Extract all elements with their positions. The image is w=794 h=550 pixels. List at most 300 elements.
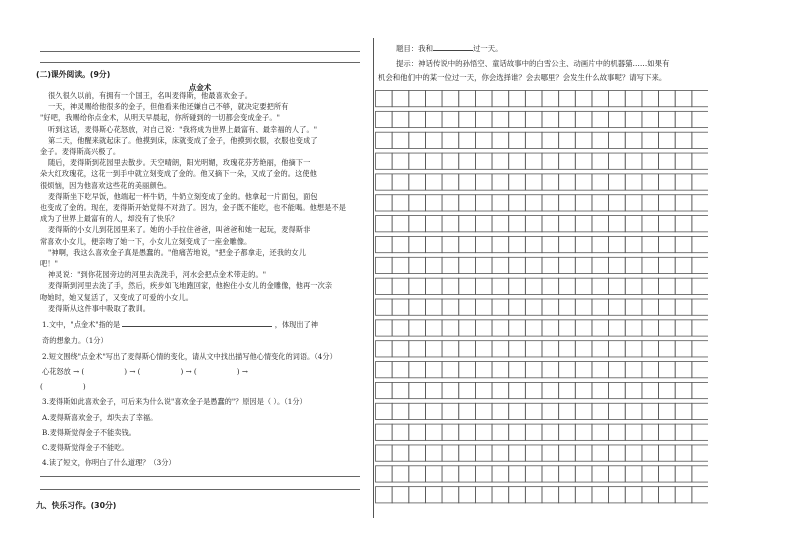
grid-cell[interactable]	[475, 403, 492, 419]
grid-cell[interactable]	[442, 236, 459, 252]
grid-cell[interactable]	[376, 257, 393, 273]
grid-cell[interactable]	[409, 445, 426, 461]
grid-cell[interactable]	[692, 424, 708, 440]
grid-cell[interactable]	[492, 91, 509, 107]
grid-cell[interactable]	[492, 466, 509, 482]
grid-cell[interactable]	[425, 341, 442, 357]
grid-cell[interactable]	[442, 153, 459, 169]
q1-blank[interactable]	[122, 326, 272, 327]
grid-cell[interactable]	[459, 257, 476, 273]
grid-cell[interactable]	[392, 236, 409, 252]
grid-cell[interactable]	[409, 362, 426, 378]
grid-cell[interactable]	[442, 174, 459, 190]
grid-cell[interactable]	[609, 424, 626, 440]
grid-cell[interactable]	[392, 487, 409, 503]
grid-cell[interactable]	[409, 195, 426, 211]
grid-cell[interactable]	[592, 382, 609, 398]
grid-cell[interactable]	[525, 153, 542, 169]
grid-cell[interactable]	[659, 445, 676, 461]
grid-cell[interactable]	[475, 382, 492, 398]
grid-cell[interactable]	[442, 195, 459, 211]
grid-cell[interactable]	[459, 424, 476, 440]
grid-cell[interactable]	[525, 403, 542, 419]
grid-cell[interactable]	[492, 341, 509, 357]
grid-cell[interactable]	[542, 216, 559, 232]
grid-cell[interactable]	[475, 320, 492, 336]
grid-cell[interactable]	[692, 132, 708, 148]
grid-cell[interactable]	[475, 111, 492, 127]
grid-cell[interactable]	[525, 362, 542, 378]
grid-cell[interactable]	[425, 91, 442, 107]
grid-cell[interactable]	[459, 132, 476, 148]
grid-cell[interactable]	[692, 216, 708, 232]
grid-cell[interactable]	[642, 195, 659, 211]
grid-cell[interactable]	[425, 236, 442, 252]
grid-cell[interactable]	[425, 320, 442, 336]
grid-cell[interactable]	[542, 445, 559, 461]
grid-cell[interactable]	[442, 445, 459, 461]
grid-cell[interactable]	[675, 341, 692, 357]
grid-cell[interactable]	[592, 466, 609, 482]
grid-cell[interactable]	[659, 424, 676, 440]
grid-cell[interactable]	[509, 362, 526, 378]
grid-cell[interactable]	[575, 362, 592, 378]
grid-cell[interactable]	[542, 236, 559, 252]
grid-cell[interactable]	[559, 403, 576, 419]
grid-cell[interactable]	[509, 236, 526, 252]
grid-cell[interactable]	[692, 299, 708, 315]
grid-cell[interactable]	[392, 403, 409, 419]
grid-cell[interactable]	[692, 174, 708, 190]
grid-cell[interactable]	[475, 278, 492, 294]
grid-cell[interactable]	[492, 362, 509, 378]
grid-cell[interactable]	[559, 174, 576, 190]
grid-cell[interactable]	[509, 174, 526, 190]
grid-cell[interactable]	[376, 299, 393, 315]
grid-cell[interactable]	[376, 91, 393, 107]
grid-cell[interactable]	[525, 466, 542, 482]
grid-cell[interactable]	[659, 403, 676, 419]
answer-line[interactable]	[40, 489, 360, 490]
grid-cell[interactable]	[675, 132, 692, 148]
grid-cell[interactable]	[425, 132, 442, 148]
grid-cell[interactable]	[592, 216, 609, 232]
grid-cell[interactable]	[392, 174, 409, 190]
grid-cell[interactable]	[559, 132, 576, 148]
grid-cell[interactable]	[542, 424, 559, 440]
grid-cell[interactable]	[392, 132, 409, 148]
grid-cell[interactable]	[592, 111, 609, 127]
grid-cell[interactable]	[692, 91, 708, 107]
grid-cell[interactable]	[475, 236, 492, 252]
grid-cell[interactable]	[542, 132, 559, 148]
grid-cell[interactable]	[592, 257, 609, 273]
grid-cell[interactable]	[492, 174, 509, 190]
grid-cell[interactable]	[492, 487, 509, 503]
grid-cell[interactable]	[442, 111, 459, 127]
grid-cell[interactable]	[692, 195, 708, 211]
grid-cell[interactable]	[675, 299, 692, 315]
grid-cell[interactable]	[459, 278, 476, 294]
grid-cell[interactable]	[559, 257, 576, 273]
grid-cell[interactable]	[575, 91, 592, 107]
grid-cell[interactable]	[642, 362, 659, 378]
grid-cell[interactable]	[592, 341, 609, 357]
grid-cell[interactable]	[575, 195, 592, 211]
grid-cell[interactable]	[425, 153, 442, 169]
grid-cell[interactable]	[475, 341, 492, 357]
grid-cell[interactable]	[609, 299, 626, 315]
grid-cell[interactable]	[625, 466, 642, 482]
grid-cell[interactable]	[692, 362, 708, 378]
grid-cell[interactable]	[675, 91, 692, 107]
grid-cell[interactable]	[525, 320, 542, 336]
grid-cell[interactable]	[659, 195, 676, 211]
grid-cell[interactable]	[442, 216, 459, 232]
grid-cell[interactable]	[409, 278, 426, 294]
grid-cell[interactable]	[542, 257, 559, 273]
grid-cell[interactable]	[625, 216, 642, 232]
grid-cell[interactable]	[409, 111, 426, 127]
grid-cell[interactable]	[642, 487, 659, 503]
grid-cell[interactable]	[492, 236, 509, 252]
grid-cell[interactable]	[475, 362, 492, 378]
grid-cell[interactable]	[642, 174, 659, 190]
grid-cell[interactable]	[609, 445, 626, 461]
grid-cell[interactable]	[575, 174, 592, 190]
grid-cell[interactable]	[625, 403, 642, 419]
grid-cell[interactable]	[659, 320, 676, 336]
grid-cell[interactable]	[459, 174, 476, 190]
grid-cell[interactable]	[609, 153, 626, 169]
grid-cell[interactable]	[659, 153, 676, 169]
grid-cell[interactable]	[659, 299, 676, 315]
grid-cell[interactable]	[609, 341, 626, 357]
grid-cell[interactable]	[542, 320, 559, 336]
grid-cell[interactable]	[692, 341, 708, 357]
grid-cell[interactable]	[609, 257, 626, 273]
grid-cell[interactable]	[425, 257, 442, 273]
grid-cell[interactable]	[542, 299, 559, 315]
grid-cell[interactable]	[559, 424, 576, 440]
grid-cell[interactable]	[392, 91, 409, 107]
grid-cell[interactable]	[625, 195, 642, 211]
grid-cell[interactable]	[525, 487, 542, 503]
grid-cell[interactable]	[609, 132, 626, 148]
grid-cell[interactable]	[659, 91, 676, 107]
grid-cell[interactable]	[625, 132, 642, 148]
grid-cell[interactable]	[492, 278, 509, 294]
grid-cell[interactable]	[659, 111, 676, 127]
grid-cell[interactable]	[392, 278, 409, 294]
grid-cell[interactable]	[376, 278, 393, 294]
grid-cell[interactable]	[442, 424, 459, 440]
grid-cell[interactable]	[442, 466, 459, 482]
grid-cell[interactable]	[642, 424, 659, 440]
grid-cell[interactable]	[575, 278, 592, 294]
grid-cell[interactable]	[559, 382, 576, 398]
grid-cell[interactable]	[425, 174, 442, 190]
grid-cell[interactable]	[376, 341, 393, 357]
grid-cell[interactable]	[525, 216, 542, 232]
grid-cell[interactable]	[592, 320, 609, 336]
grid-cell[interactable]	[392, 195, 409, 211]
grid-cell[interactable]	[675, 320, 692, 336]
grid-cell[interactable]	[692, 236, 708, 252]
grid-cell[interactable]	[459, 320, 476, 336]
grid-cell[interactable]	[642, 382, 659, 398]
grid-cell[interactable]	[475, 466, 492, 482]
grid-cell[interactable]	[642, 466, 659, 482]
grid-cell[interactable]	[392, 362, 409, 378]
grid-cell[interactable]	[409, 403, 426, 419]
grid-cell[interactable]	[392, 466, 409, 482]
grid-cell[interactable]	[542, 403, 559, 419]
grid-cell[interactable]	[642, 403, 659, 419]
grid-cell[interactable]	[376, 487, 393, 503]
grid-cell[interactable]	[592, 362, 609, 378]
grid-cell[interactable]	[492, 320, 509, 336]
grid-cell[interactable]	[542, 382, 559, 398]
grid-cell[interactable]	[392, 445, 409, 461]
grid-cell[interactable]	[559, 195, 576, 211]
grid-cell[interactable]	[509, 132, 526, 148]
grid-cell[interactable]	[392, 382, 409, 398]
grid-cell[interactable]	[459, 195, 476, 211]
grid-cell[interactable]	[692, 466, 708, 482]
grid-cell[interactable]	[642, 299, 659, 315]
grid-cell[interactable]	[675, 445, 692, 461]
grid-cell[interactable]	[675, 424, 692, 440]
grid-cell[interactable]	[659, 362, 676, 378]
grid-cell[interactable]	[409, 132, 426, 148]
grid-cell[interactable]	[609, 174, 626, 190]
grid-cell[interactable]	[642, 91, 659, 107]
grid-cell[interactable]	[525, 91, 542, 107]
grid-cell[interactable]	[609, 236, 626, 252]
grid-cell[interactable]	[525, 132, 542, 148]
grid-cell[interactable]	[575, 257, 592, 273]
grid-cell[interactable]	[542, 91, 559, 107]
grid-cell[interactable]	[409, 341, 426, 357]
grid-cell[interactable]	[392, 257, 409, 273]
grid-cell[interactable]	[509, 299, 526, 315]
grid-cell[interactable]	[575, 299, 592, 315]
grid-cell[interactable]	[692, 487, 708, 503]
grid-cell[interactable]	[542, 153, 559, 169]
grid-cell[interactable]	[692, 320, 708, 336]
grid-cell[interactable]	[542, 111, 559, 127]
grid-cell[interactable]	[425, 466, 442, 482]
grid-cell[interactable]	[459, 299, 476, 315]
grid-cell[interactable]	[409, 257, 426, 273]
grid-cell[interactable]	[509, 445, 526, 461]
grid-cell[interactable]	[525, 382, 542, 398]
grid-cell[interactable]	[442, 382, 459, 398]
grid-cell[interactable]	[692, 445, 708, 461]
grid-cell[interactable]	[492, 382, 509, 398]
grid-cell[interactable]	[625, 382, 642, 398]
grid-cell[interactable]	[692, 278, 708, 294]
grid-cell[interactable]	[475, 424, 492, 440]
grid-cell[interactable]	[692, 257, 708, 273]
grid-cell[interactable]	[675, 216, 692, 232]
grid-cell[interactable]	[692, 153, 708, 169]
grid-cell[interactable]	[675, 487, 692, 503]
grid-cell[interactable]	[442, 320, 459, 336]
grid-cell[interactable]	[675, 257, 692, 273]
grid-cell[interactable]	[525, 236, 542, 252]
grid-cell[interactable]	[675, 382, 692, 398]
grid-cell[interactable]	[642, 216, 659, 232]
grid-cell[interactable]	[592, 445, 609, 461]
grid-cell[interactable]	[459, 153, 476, 169]
grid-cell[interactable]	[659, 174, 676, 190]
grid-cell[interactable]	[575, 216, 592, 232]
grid-cell[interactable]	[659, 341, 676, 357]
grid-cell[interactable]	[659, 278, 676, 294]
grid-cell[interactable]	[492, 111, 509, 127]
grid-cell[interactable]	[492, 257, 509, 273]
grid-cell[interactable]	[376, 153, 393, 169]
grid-cell[interactable]	[542, 195, 559, 211]
grid-cell[interactable]	[409, 299, 426, 315]
grid-cell[interactable]	[625, 424, 642, 440]
grid-cell[interactable]	[425, 111, 442, 127]
grid-cell[interactable]	[609, 487, 626, 503]
grid-cell[interactable]	[509, 195, 526, 211]
grid-cell[interactable]	[475, 91, 492, 107]
grid-cell[interactable]	[642, 278, 659, 294]
grid-cell[interactable]	[459, 236, 476, 252]
grid-cell[interactable]	[475, 299, 492, 315]
grid-cell[interactable]	[692, 403, 708, 419]
grid-cell[interactable]	[575, 111, 592, 127]
grid-cell[interactable]	[492, 216, 509, 232]
grid-cell[interactable]	[675, 174, 692, 190]
grid-cell[interactable]	[592, 403, 609, 419]
grid-cell[interactable]	[592, 91, 609, 107]
grid-cell[interactable]	[475, 153, 492, 169]
grid-cell[interactable]	[392, 153, 409, 169]
grid-cell[interactable]	[609, 382, 626, 398]
grid-cell[interactable]	[609, 91, 626, 107]
grid-cell[interactable]	[509, 487, 526, 503]
grid-cell[interactable]	[542, 362, 559, 378]
grid-cell[interactable]	[592, 174, 609, 190]
grid-cell[interactable]	[509, 91, 526, 107]
grid-cell[interactable]	[642, 132, 659, 148]
grid-cell[interactable]	[675, 236, 692, 252]
grid-cell[interactable]	[559, 341, 576, 357]
grid-cell[interactable]	[692, 382, 708, 398]
grid-cell[interactable]	[509, 382, 526, 398]
grid-cell[interactable]	[459, 111, 476, 127]
grid-cell[interactable]	[509, 216, 526, 232]
grid-cell[interactable]	[575, 320, 592, 336]
grid-cell[interactable]	[425, 382, 442, 398]
grid-cell[interactable]	[609, 195, 626, 211]
grid-cell[interactable]	[592, 424, 609, 440]
grid-cell[interactable]	[659, 216, 676, 232]
grid-cell[interactable]	[442, 257, 459, 273]
grid-cell[interactable]	[675, 278, 692, 294]
grid-cell[interactable]	[575, 341, 592, 357]
grid-cell[interactable]	[376, 466, 393, 482]
grid-cell[interactable]	[459, 362, 476, 378]
grid-cell[interactable]	[559, 278, 576, 294]
grid-cell[interactable]	[625, 299, 642, 315]
grid-cell[interactable]	[642, 257, 659, 273]
grid-cell[interactable]	[442, 132, 459, 148]
grid-cell[interactable]	[376, 320, 393, 336]
grid-cell[interactable]	[492, 445, 509, 461]
grid-cell[interactable]	[559, 91, 576, 107]
grid-cell[interactable]	[592, 487, 609, 503]
grid-cell[interactable]	[376, 445, 393, 461]
grid-cell[interactable]	[492, 424, 509, 440]
grid-cell[interactable]	[642, 153, 659, 169]
grid-cell[interactable]	[459, 382, 476, 398]
grid-cell[interactable]	[525, 257, 542, 273]
grid-cell[interactable]	[425, 195, 442, 211]
grid-cell[interactable]	[609, 403, 626, 419]
grid-cell[interactable]	[525, 278, 542, 294]
grid-cell[interactable]	[609, 216, 626, 232]
grid-cell[interactable]	[509, 341, 526, 357]
grid-cell[interactable]	[625, 174, 642, 190]
grid-cell[interactable]	[542, 466, 559, 482]
grid-cell[interactable]	[659, 487, 676, 503]
grid-cell[interactable]	[625, 445, 642, 461]
grid-cell[interactable]	[442, 299, 459, 315]
grid-cell[interactable]	[675, 195, 692, 211]
grid-cell[interactable]	[425, 445, 442, 461]
grid-cell[interactable]	[475, 487, 492, 503]
grid-cell[interactable]	[376, 424, 393, 440]
grid-cell[interactable]	[409, 487, 426, 503]
grid-cell[interactable]	[525, 111, 542, 127]
grid-cell[interactable]	[409, 236, 426, 252]
grid-cell[interactable]	[442, 403, 459, 419]
grid-cell[interactable]	[559, 362, 576, 378]
grid-cell[interactable]	[675, 362, 692, 378]
grid-cell[interactable]	[509, 111, 526, 127]
grid-cell[interactable]	[492, 403, 509, 419]
grid-cell[interactable]	[376, 382, 393, 398]
grid-cell[interactable]	[609, 320, 626, 336]
grid-cell[interactable]	[425, 487, 442, 503]
grid-cell[interactable]	[659, 257, 676, 273]
grid-cell[interactable]	[392, 111, 409, 127]
grid-cell[interactable]	[409, 466, 426, 482]
grid-cell[interactable]	[642, 320, 659, 336]
grid-cell[interactable]	[376, 111, 393, 127]
grid-cell[interactable]	[475, 445, 492, 461]
grid-cell[interactable]	[509, 153, 526, 169]
grid-cell[interactable]	[475, 195, 492, 211]
writing-grid[interactable]	[375, 90, 708, 507]
grid-cell[interactable]	[442, 278, 459, 294]
grid-cell[interactable]	[559, 320, 576, 336]
grid-cell[interactable]	[442, 91, 459, 107]
grid-cell[interactable]	[592, 132, 609, 148]
grid-cell[interactable]	[625, 320, 642, 336]
grid-cell[interactable]	[442, 341, 459, 357]
grid-cell[interactable]	[659, 466, 676, 482]
grid-cell[interactable]	[675, 111, 692, 127]
grid-cell[interactable]	[459, 403, 476, 419]
